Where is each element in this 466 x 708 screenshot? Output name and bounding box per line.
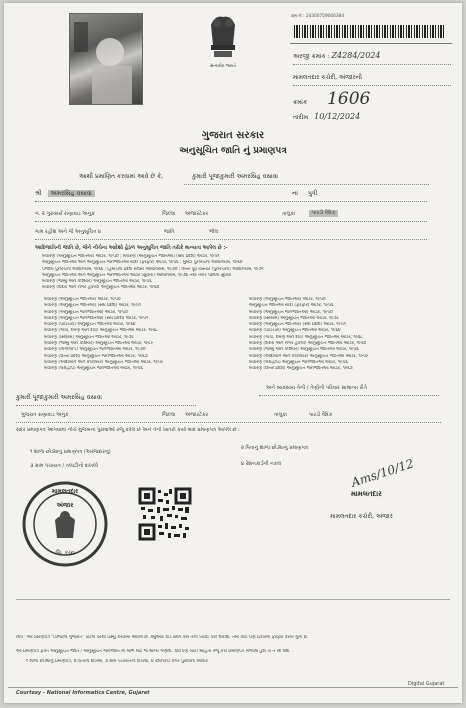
application-number-row <box>293 52 453 61</box>
footer-digital: Digital Gujarat <box>408 681 445 687</box>
qr-code-icon <box>138 487 192 541</box>
document-item: ૧ શાળા છોડ્યાનું પ્રમાણપત્ર (અરજદારનું) <box>30 449 111 455</box>
applicant-photo <box>69 13 143 105</box>
order-item: બંધારણ (સિક્કિમ) અનુસૂચિત જાતિઓ ઓર્ડર, ૧૯૭૮ <box>44 334 134 340</box>
documents-intro: સદર પ્રમાણપત્ર આપવામાં નીચે મુજબના પુરાવાઓ રજૂ કરેલ છે અને તેની ખાતરી કર્યા બાદ પ્રમાણપત્ર આપેલ છે : <box>16 427 240 433</box>
orders-list-right <box>249 297 444 373</box>
order-item: બંધારણ (અનુસૂચિત જાતિઓ) (સંઘ પ્રદેશ) ઓર્ડર, ૧૯૫૧ <box>249 322 346 328</box>
residence-district-label: જિલ્લા <box>162 211 176 217</box>
official-seal <box>21 480 109 568</box>
signature-scrawl: Ams/10/12 <box>349 456 416 490</box>
order-item: બંધારણ (આંદામાન અને નિકોબાર) અનુસૂચિત જાતિઓ ઓર્ડર, ૧૯૫૯ <box>44 359 164 365</box>
order-item: બંધારણ (અનુસૂચિત જનજાતિઓ) ઓર્ડર, ૧૯૫૦ <box>249 309 333 315</box>
date-label: તારીખ <box>293 114 309 121</box>
family-note: અને વ્યવસાય તેની / તેણીની પરિવાર સામાન્ય રીતે <box>266 385 367 391</box>
seal-middle: અંજાર <box>56 502 74 509</box>
caste-name: ભીલ <box>209 229 219 235</box>
caste-line: ગામ રહીશ અને જે અનુસૂચિત ૪ <box>35 229 102 235</box>
order-item: બંધારણ (પોંડિચેરી) અનુસૂચિત જાતિઓ ઓર્ડર, ૧૯૬૪ <box>44 322 136 328</box>
orders-list-left <box>44 297 222 373</box>
residence2-taluka-label: તાલુકા <box>274 412 288 418</box>
document-item: ૩ ગ્રામ પંચાયત / તલાટીનો દાખલો <box>30 463 99 469</box>
father-row <box>35 190 95 198</box>
orders-detail-item: બંધારણ (દાદરા અને નગર હવેલી) અનુસૂચિત જાતિઓ ઓર્ડર, ૧૯૬૨ <box>42 285 160 291</box>
residence-taluka-label: તાલુકા <box>282 211 296 217</box>
residence2-village: ગુજરાત રાણાવાડ અનુક <box>21 412 69 418</box>
order-item: બંધારણ (જમ્મુ અને કાશ્મીર) અનુસૂચિત જાતિઓ ઓર્ડર, ૧૯૮૯ <box>44 341 154 347</box>
orders-detail-item: અનુસૂચિત જાતિઓ અને અનુસૂચિત જનજાતિઓ યાદી (ફેરફાર) ઓર્ડર, ૧૯૫૬ ; મુંબઈ પુનર્રચના અધિનિયમ, ૧૯૬૦ <box>42 260 243 266</box>
residence2-district: અંજારટેકર <box>185 412 209 418</box>
residence2-taluka: પારડી વૈદિક <box>309 412 333 418</box>
order-item: બંધારણ (ગોવા, દમણ અને દીવ) અનુસૂચિત જાતિઓ ઓર્ડર, ૧૯૬૮ <box>44 328 158 334</box>
barcode <box>294 25 444 38</box>
signature-title: મામલતદાર <box>351 490 382 498</box>
order-item: બંધારણ (નાગાલેન્ડ) અનુસૂચિત જનજાતિઓ ઓર્ડર, ૧૯૭૦ <box>44 347 146 353</box>
footer-courtesy: Courtesy - National Informatics Centre, Gujarat <box>16 690 150 696</box>
orders-intro: આદિજાતિની જાતિ છે, જેને નીચેના આદેશો હેઠળ અનુસૂચિત જાતિ તરીકે માન્યતા આપેલ છે :- <box>35 245 228 251</box>
orders-detail <box>42 254 442 292</box>
residence-village: નં. ૨ ગુરુકાર્ય રાણાવાડ અનુક <box>35 211 95 217</box>
orders-detail-item: બંધારણ (જમ્મુ અને કાશ્મીર) અનુસૂચિત જાતિઓ ઓર્ડર, ૧૯૫૬ <box>42 279 152 285</box>
signing-office: મામલતદાર કચેરી, અંજાર <box>330 513 393 520</box>
ashoka-emblem-icon <box>203 11 243 61</box>
document-item: ૨ પિતાનું શાળા છોડ્યાનું પ્રમાણપત્ર <box>241 445 308 451</box>
order-item: બંધારણ (જમ્મુ અને કાશ્મીર) અનુસૂચિત જાતિઓ ઓર્ડર, ૧૯૫૬ <box>249 347 359 353</box>
date-row <box>293 113 453 122</box>
order-item: બંધારણ (આંદામાન અને નિકોબાર) અનુસૂચિત જાતિઓ ઓર્ડર, ૧૯૫૯ <box>249 353 369 359</box>
residence-taluka: પારડી વૈદિક <box>309 210 338 217</box>
order-item: બંધારણ (લક્ષદ્વીપ) અનુસૂચિત જનજાતિઓ ઓર્ડર, ૧૯૫૬ <box>44 366 143 372</box>
father-prefix: શ્રી <box>35 190 42 197</box>
document-item: ૪ રેશનકાર્ડની નકલ <box>241 461 282 467</box>
caste-label: જાતિ <box>164 229 175 235</box>
order-item: બંધારણ (ઉત્તર પ્રદેશ) અનુસૂચિત જનજાતિઓ ઓર્ડર, ૧૯૬૭ <box>249 366 353 372</box>
number-label: ક્રમાંક <box>293 99 308 106</box>
orders-detail-item: પંજાબ પુનર્રચના અધિનિયમ, ૧૯૬૬ ; હિમાચલ પ્રદેશ રાજ્ય અધિનિયમ, ૧૯૭૦ ; ઉત્તર પૂર્વ વિસ્તાર (પુનર્રચના) અધિનિયમ, ૧૯૭૧ <box>42 266 264 272</box>
seal-bottom: જિ. કચ્છ <box>55 550 75 556</box>
government-title: ગુજરાત સરકાર <box>201 130 265 141</box>
order-item: અનુસૂચિત જાતિઓ યાદી (ફેરફાર) ઓર્ડર, ૧૯૫૬ <box>249 303 334 309</box>
note-line: નોંધ : આ પ્રમાણપત્ર "ડિજિટલ ગુજરાત" પોર્ટલ પરથી ઇસ્યુ કરવામાં આવેલ છે. ક્યુઆર કોડ સ્કેન કરી તેની ખરાઈ કરી શકાશે. તેમાં કોઈ પણ પ્રકારનો ફેરફાર કરવો ગુનો છે. <box>16 635 309 640</box>
order-item: બંધારણ (ગોવા, દમણ અને દીવ) અનુસૂચિત જાતિઓ ઓર્ડર, ૧૯૬૮ <box>249 334 363 340</box>
note-line: આ પ્રમાણપત્ર ફક્ત અનુસૂચિત જાતિ / અનુસૂચિત જનજાતિ ના લાભ માટે જ માન્ય ગણાશે. કોઈપણ ખોટી માહિતી રજૂ કરી પ્રમાણપત્ર મેળવેલ હશે તો તે રદ થશે. <box>16 649 291 654</box>
date-value: 10/12/2024 <box>314 112 361 121</box>
order-item: બંધારણ (સિક્કિમ) અનુસૂચિત જાતિઓ ઓર્ડર, ૧૯૭૮ <box>249 315 339 321</box>
note-line: ૧ શાળા છોડ્યાનું પ્રમાણપત્ર, ૨ પિતાનો દાખલો, ૩ ગ્રામ પંચાયતનો દાખલો, ૪ રેશનકાર્ડ વગેરે પુરાવાના આધારે <box>26 659 208 664</box>
order-item: બંધારણ (અનુસૂચિત જાતિઓ) ઓર્ડર, ૧૯૫૦ <box>249 297 326 302</box>
applicant-name-repeat: કુમારી પૂજાકુમારી અમરસિંહ વસાવા <box>16 394 102 401</box>
qr-code <box>138 487 192 541</box>
office-name: મામલતદાર કચેરી, અંજારની <box>293 74 362 81</box>
relation-label: ના <box>292 190 298 197</box>
application-number-label: અરજી ક્રમાંક : <box>293 53 330 60</box>
number-row <box>293 89 453 109</box>
certificate-page <box>4 3 462 703</box>
relation-value: પુત્રી <box>308 190 318 197</box>
order-item: બંધારણ (પોંડિચેરી) અનુસૂચિત જાતિઓ ઓર્ડર, ૧૯૬૪ <box>249 328 341 334</box>
seal-top: મામલતદાર <box>51 488 79 495</box>
certificate-title: અનુસૂચિત જાતિ નું પ્રમાણપત્ર <box>179 146 287 156</box>
serial-number: ક્રમ નં : 24300759066384 <box>291 14 345 19</box>
order-item: બંધારણ (અનુસૂચિત જનજાતિઓ) (સંઘ પ્રદેશ) ઓર્ડર, ૧૯૫૧ <box>44 315 149 321</box>
father-name: અમરસિંહ વસાવા <box>48 190 95 197</box>
state-emblem <box>203 11 243 67</box>
application-number: Z4284/2024 <box>331 51 381 60</box>
orders-detail-item: અનુસૂચિત જાતિઓ અને અનુસૂચિત જનજાતિઓ ઓર્ડર (સુધારો) અધિનિયમ, ૧૯૭૬ તથા ત્યાર પછીના સુધારા <box>42 272 232 278</box>
order-item: બંધારણ (ઉત્તર પ્રદેશ) અનુસૂચિત જનજાતિઓ ઓર્ડર, ૧૯૬૭ <box>44 353 148 359</box>
order-item: બંધારણ (દાદરા અને નગર હવેલી) અનુસૂચિત જાતિઓ ઓર્ડર, ૧૯૬૨ <box>249 341 367 347</box>
order-item: બંધારણ (અનુસૂચિત જાતિઓ) ઓર્ડર, ૧૯૫૦ <box>44 297 121 302</box>
intro-text: આથી પ્રમાણિત કરવામાં આવે છે કે, <box>79 173 164 180</box>
residence2-district-label: જિલ્લા <box>162 412 176 418</box>
order-item: બંધારણ (અનુસૂચિત જનજાતિઓ) ઓર્ડર, ૧૯૫૦ <box>44 309 128 315</box>
orders-detail-item: બંધારણ (અનુસૂચિત જાતિઓ) ઓર્ડર, ૧૯૫૦ ; બંધારણ (અનુસૂચિત જાતિઓ) (સંઘ પ્રદેશ) ઓર્ડર, ૧૯૫૧ <box>42 254 220 259</box>
order-item: બંધારણ (લક્ષદ્વીપ) અનુસૂચિત જનજાતિઓ ઓર્ડર, ૧૯૫૬ <box>249 359 348 365</box>
order-item: બંધારણ (અનુસૂચિત જાતિઓ) (સંઘ પ્રદેશ) ઓર્ડર, ૧૯૫૧ <box>44 303 141 309</box>
applicant-name: કુમારી પૂજાકુમારી અમરસિંહ વસાવા <box>192 173 278 180</box>
residence-district: અંજારટેકર <box>185 211 209 217</box>
number-value: 1606 <box>327 89 371 109</box>
emblem-caption: સત્યમેવ જયતે <box>209 64 237 69</box>
